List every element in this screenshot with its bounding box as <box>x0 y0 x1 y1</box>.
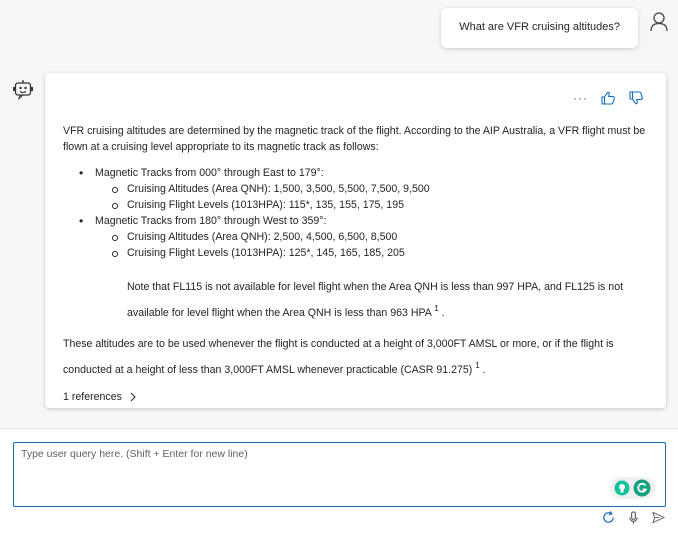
chevron-right-icon <box>128 392 138 402</box>
track-sublist <box>109 181 648 213</box>
response-body <box>63 123 648 405</box>
citation-marker[interactable]: 1 <box>475 361 480 370</box>
bot-icon <box>12 78 34 100</box>
references-toggle[interactable] <box>63 389 648 405</box>
person-icon <box>648 11 670 33</box>
response-actions <box>573 90 644 106</box>
closing-text: These altitudes are to be used whenever the flight is conducted at a height of 3,000FT AMSL or more, or if the flight is conducted at a height of less than 3,000FT AMSL whenever practicable (CASR 91.275) <box>63 338 614 376</box>
response-intro: VFR cruising altitudes are determined by the magnetic track of the flight. According to the AIP Australia, a VFR flight must be flown at a cruising level appropriate to its magnetic track as follows: <box>63 125 646 153</box>
references-label: 1 references <box>63 391 122 403</box>
track-subitem: Cruising Flight Levels (1013HPA): 115*, 135, 155, 175, 195 <box>109 197 648 213</box>
send-icon[interactable] <box>651 510 666 525</box>
note-text: Note that FL115 is not available for level flight when the Area QNH is less than 997 HPA, and FL125 is not available for level flight when the Area QNH is less than 963 HPA <box>127 281 624 319</box>
track-subitem: Cruising Altitudes (Area QNH): 1,500, 3,500, 5,500, 7,500, 9,500 <box>109 181 648 197</box>
user-message-row <box>441 8 670 48</box>
track-label: Magnetic Tracks from 180° through West to 359°: <box>95 215 327 227</box>
refresh-icon[interactable] <box>601 510 616 525</box>
user-message-bubble: What are VFR cruising altitudes? <box>441 8 638 48</box>
microphone-icon[interactable] <box>626 510 641 525</box>
query-input[interactable] <box>14 443 665 506</box>
track-sublist <box>109 229 648 261</box>
lightbulb-icon[interactable] <box>614 480 630 496</box>
grammarly-widget[interactable] <box>610 477 655 499</box>
thumbs-down-icon[interactable] <box>628 90 644 106</box>
citation-marker[interactable]: 1 <box>434 304 439 313</box>
query-box <box>13 442 666 507</box>
thumbs-up-icon[interactable] <box>600 90 616 106</box>
composer <box>0 428 678 537</box>
bot-response-card <box>45 73 666 408</box>
track-subitem: Cruising Altitudes (Area QNH): 2,500, 4,500, 6,500, 8,500 <box>109 229 648 245</box>
track-subitem: Cruising Flight Levels (1013HPA): 125*, 145, 165, 185, 205 <box>109 245 648 261</box>
more-options-button[interactable]: ··· <box>573 91 588 105</box>
composer-tools <box>601 510 666 525</box>
closing-paragraph: These altitudes are to be used whenever the flight is conducted at a height of 3,000FT AMSL or more, or if the flight is conducted at a height of less than 3,000FT AMSL whenever practicable (CASR 91.275) $^1$ . <box>63 338 614 376</box>
grammarly-icon[interactable] <box>633 479 651 497</box>
track-label: Magnetic Tracks from 000° through East to 179°: <box>95 167 324 179</box>
tracks-list <box>77 165 648 261</box>
note-paragraph: Note that FL115 is not available for level flight when the Area QNH is less than 997 HPA, and FL125 is not available for level flight when the Area QNH is less than 963 HPA $^1$ . <box>127 281 624 319</box>
track-item <box>77 213 648 261</box>
track-item <box>77 165 648 213</box>
